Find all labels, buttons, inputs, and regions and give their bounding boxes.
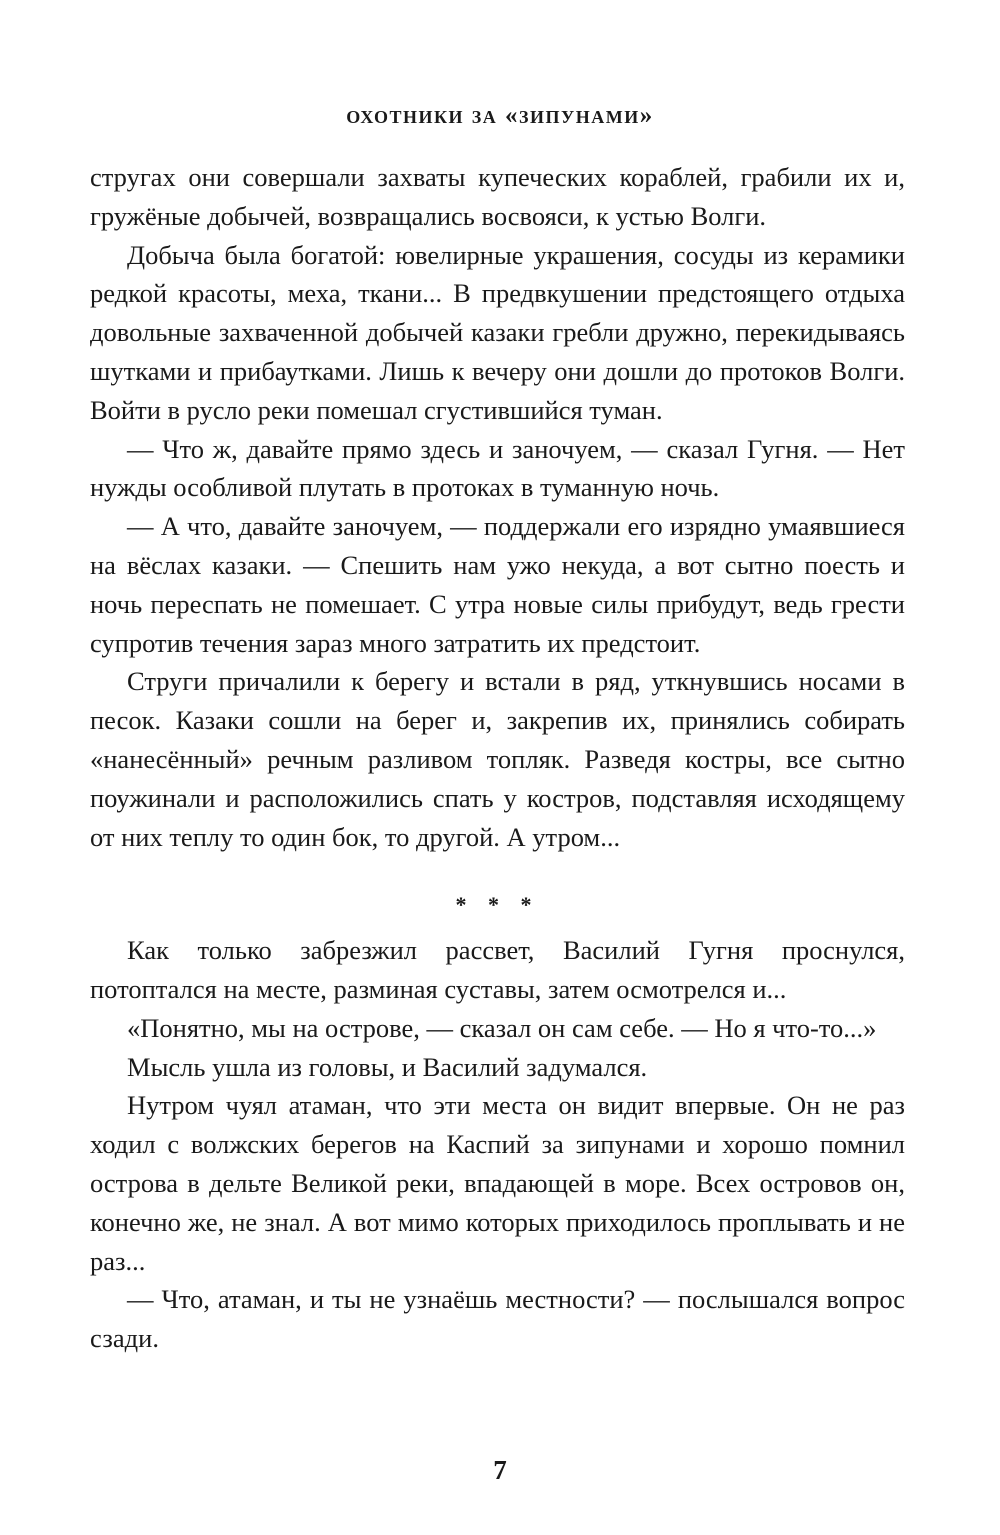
section-break: * * * (455, 892, 540, 918)
body-text (90, 158, 905, 1358)
paragraph: — А что, давайте заночуем, — поддержали его изрядно умаявшиеся на вёслах казаки. — Спешить нам ужо некуда, а вот сытно поесть и ночь переспать не помешает. С утра новые силы прибудут, ведь грести супротив течения зараз много затратить их предстоит. (90, 511, 905, 658)
paragraph: Струги причалили к берегу и встали в ряд, уткнувшись носами в песок. Казаки сошли на берег и, закрепив их, принялись собирать «нанесённый» речным разливом топляк. Разведя костры, все сытно поужинали и расположились спать у костров, подставляя исходящему от них теплу то один бок, то другой. А утром... (90, 666, 905, 852)
paragraph: Нутром чуял атаман, что эти места он видит впервые. Он не раз ходил с волжских берегов на Каспий за зипунами и хорошо помнил острова в дельте Великой реки, впадающей в море. Всех островов он, конечно же, не знал. А вот мимо которых приходилось проплывать и не раз... (90, 1090, 905, 1276)
paragraph: Мысль ушла из головы, и Василий задумался. (127, 1051, 648, 1082)
running-head-title: охотники за «зипунами» (346, 102, 654, 129)
paragraph: стругах они совершали захваты купеческих кораблей, грабили их и, гружёные добычей, возвращались восвояси, к устью Волги. (90, 162, 905, 231)
paragraph: Как только забрезжил рассвет, Василий Гугня проснулся, потоптался на месте, разминая суставы, затем осмотрелся и... (90, 935, 905, 1004)
paragraph: — Что, атаман, и ты не узнаёшь местности? — послышался вопрос сзади. (90, 1284, 905, 1354)
paragraph: «Понятно, мы на острове, — сказал он сам себе. — Но я что-то...» (127, 1012, 877, 1043)
paragraph: — Что ж, давайте прямо здесь и заночуем, — сказал Гугня. — Нет нужды особливой плутать в протоках в туманную ночь. (90, 433, 905, 503)
page-number: 7 (493, 1455, 507, 1485)
paragraph: Добыча была богатой: ювелирные украшения, сосуды из керамики редкой красоты, меха, ткани... В предвкушении предстоящего отдыха довольные захваченной добычей казаки гребли дружно, перекидываясь шутками и прибаутками. Лишь к вечеру они дошли до протоков Волги. Войти в русло реки помешал сгустившийся туман. (90, 239, 905, 425)
